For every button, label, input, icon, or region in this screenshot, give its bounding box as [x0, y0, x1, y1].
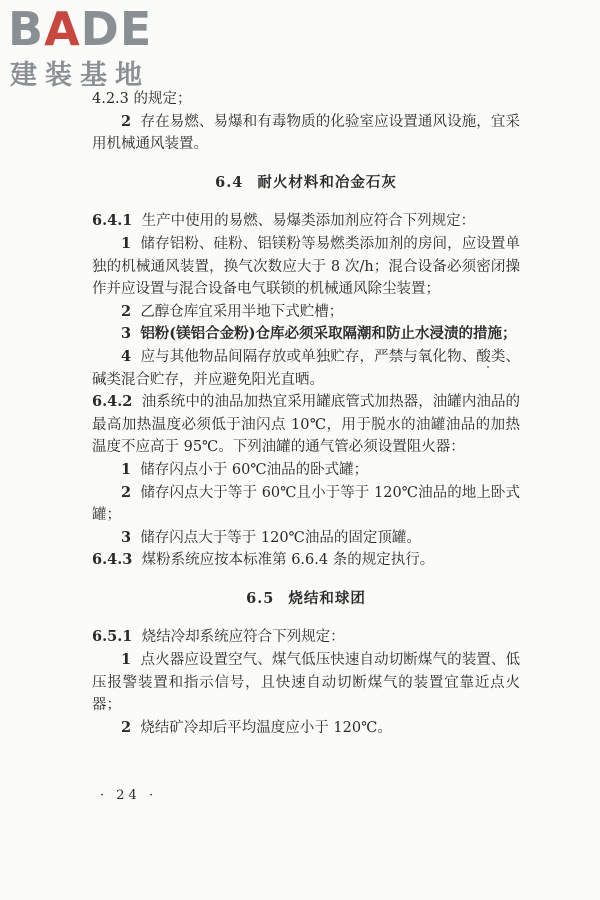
- clause-6-4-2-item-1: 1 储存闪点小于 60℃油品的卧式罐；: [121, 460, 369, 478]
- clause-6-5-1: 6.5.1 烧结冷却系统应符合下列规定：: [92, 628, 345, 646]
- clause-6-4-3: 6.4.3 煤粉系统应按本标准第 6.6.4 条的规定执行。: [92, 551, 435, 569]
- line-reference: 4.2.3 的规定；: [92, 91, 192, 107]
- clause-6-4-2: 6.4.2 油系统中的油品加热宜采用罐底管式加热器，油罐内油品的最高加热温度必须低于油闪点 10℃，用于脱水的油罐油品的加热温度不应高于 95℃。下列油罐的通气管必须设置阻火器：: [92, 393, 521, 456]
- bade-logo: [8, 4, 178, 96]
- logo-wordmark: [8, 4, 152, 54]
- logo-subtitle: 建装基地: [10, 60, 150, 91]
- clause-6-5-1-item-2: 2 烧结矿冷却后平均温度应小于 120℃。: [121, 718, 392, 736]
- document-body: [92, 88, 520, 739]
- clause-6-5-1-item-1: 1 点火器应设置空气、煤气低压快速自动切断煤气的装置、低压报警装置和指示信号，且快速自动切断煤气的装置宜靠近点火器；: [92, 651, 521, 714]
- section-heading-6-4: 6.4 耐火材料和冶金石灰: [215, 173, 397, 191]
- clause-6-4-1-item-4: 4 应与其他物品间隔存放或单独贮存，严禁与氧化物、酸类、碱类混合贮存，并应避免阳光直晒。: [92, 347, 521, 388]
- clause-6-4-1-item-1: 1 储存铝粉、硅粉、铝镁粉等易燃类添加剂的房间，应设置单独的机械通风装置，换气次数应大于 8 次/h；混合设备必须密闭操作并应设置与混合设备电气联锁的机械通风除尘装置；: [92, 234, 521, 298]
- logo-letter-a-accent: A: [44, 2, 81, 56]
- item-lab-ventilation: 2 存在易燃、易爆和有毒物质的化验室应设置通风设施，宜采用机械通风装置。: [92, 112, 521, 153]
- clause-6-4-2-item-3: 3 储存闪点大于等于 120℃油品的固定顶罐。: [121, 528, 421, 546]
- logo-letter-b: B: [8, 2, 45, 56]
- clause-6-4-2-item-2: 2 储存闪点大于等于 60℃且小于等于 120℃油品的地上卧式罐；: [92, 483, 520, 524]
- scan-speck: [487, 366, 489, 368]
- clause-6-4-1-item-2: 2 乙醇仓库宜采用半地下式贮槽；: [121, 302, 344, 320]
- clause-6-4-1: 6.4.1 生产中使用的易燃、易爆类添加剂应符合下列规定：: [92, 212, 476, 230]
- section-heading-6-5: 6.5 烧结和球团: [246, 589, 366, 607]
- page-number: · 24 ·: [100, 788, 158, 803]
- logo-letters-de: DE: [80, 2, 153, 56]
- clause-6-4-1-item-3: 3 铝粉(镁铝合金粉)仓库必须采取隔潮和防止水浸渍的措施；: [121, 325, 517, 343]
